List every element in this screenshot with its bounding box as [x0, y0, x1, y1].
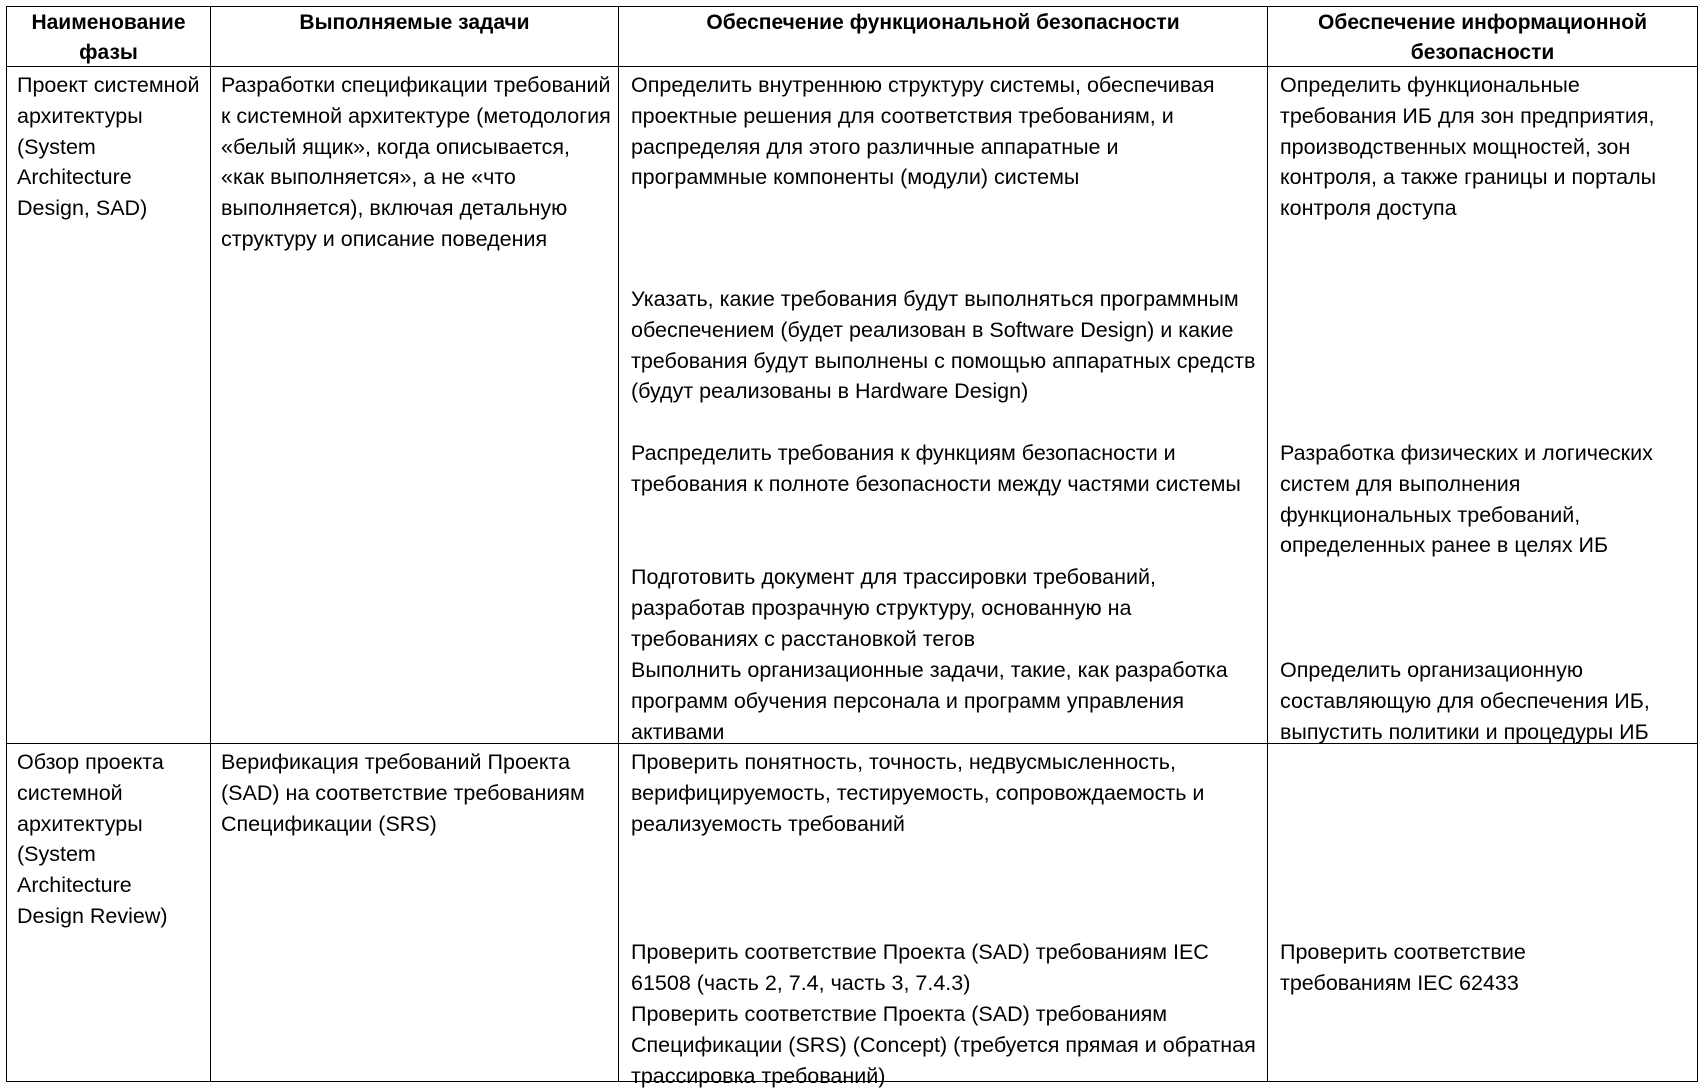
row1-functional-item: Определить внутреннюю структуру системы, обеспечивая проектные решения для соответствия требованиям, и распределяя для этого различные аппаратные и программные компоненты (модули) системы: [631, 73, 1215, 190]
header-functional-safety: Обеспечение функциональной безопасности: [706, 11, 1180, 34]
header-phase: Наименование фазы: [31, 11, 186, 64]
row2-functional: [619, 747, 1267, 1088]
row2-tasks: Верификация требований Проекта (SAD) на соответствие требованиям Спецификации (SRS): [221, 750, 585, 836]
row2-infosec: [1268, 747, 1697, 1081]
row2-functional-item: Проверить соответствие Проекта (SAD) требованиям IEC 61508 (часть 2, 7.4, часть 3, 7.4.3): [631, 940, 1209, 995]
row1-infosec-item: Определить функциональные требования ИБ для зон предприятия, производственных мощностей, зон контроля, а также границы и порталы контроля доступа: [1280, 73, 1657, 221]
row1-functional-item: Подготовить документ для трассировки требований, разработав прозрачную структуру, основанную на требованиях с расстановкой тегов: [631, 565, 1156, 651]
row2-functional-item: Проверить понятность, точность, недвусмысленность, верифицируемость, тестируемость, сопровождаемость и реализуемость требований: [631, 750, 1205, 836]
row1-tasks: Разработки спецификации требований к системной архитектуре (методология «белый ящик», когда описывается, «как выполняется», а не «что выполняется), включая детальную структуру и описание поведения: [221, 73, 611, 251]
row1-infosec: [1268, 70, 1697, 742]
row1-functional-item: Выполнить организационные задачи, такие, как разработка программ обучения персонала и программ управления активами: [631, 658, 1228, 744]
row1-infosec-item: Разработка физических и логических систем для выполнения функциональных требований, определенных ранее в целях ИБ: [1280, 441, 1653, 558]
row2-phase: Обзор проекта системной архитектуры (System Architecture Design Review): [17, 750, 168, 928]
row2-infosec-item: Проверить соответствие требованиям IEC 62433: [1280, 940, 1526, 995]
header-information-security: Обеспечение информационной безопасности: [1318, 11, 1647, 64]
header-tasks: Выполняемые задачи: [299, 11, 530, 34]
row2-functional-item: Проверить соответствие Проекта (SAD) требованиям Спецификации (SRS) (Concept) (требуется прямая и обратная трассировка требований): [631, 1002, 1256, 1088]
row1-functional-item: Распределить требования к функциям безопасности и требования к полноте безопасности между частями системы: [631, 441, 1241, 496]
table-border-right: [1697, 6, 1698, 1082]
row1-functional-item: Указать, какие требования будут выполняться программным обеспечением (будет реализован в Software Design) и какие требования будут выполнены с помощью аппаратных средств (будут реализованы в Hardware Design): [631, 287, 1256, 404]
row1-functional: [619, 70, 1267, 742]
row1-phase: Проект системной архитектуры (System Architecture Design, SAD): [17, 73, 200, 221]
requirements-table: [6, 6, 1698, 1088]
row1-infosec-item: Определить организационную составляющую для обеспечения ИБ, выпустить политики и процедуры ИБ: [1280, 658, 1650, 744]
